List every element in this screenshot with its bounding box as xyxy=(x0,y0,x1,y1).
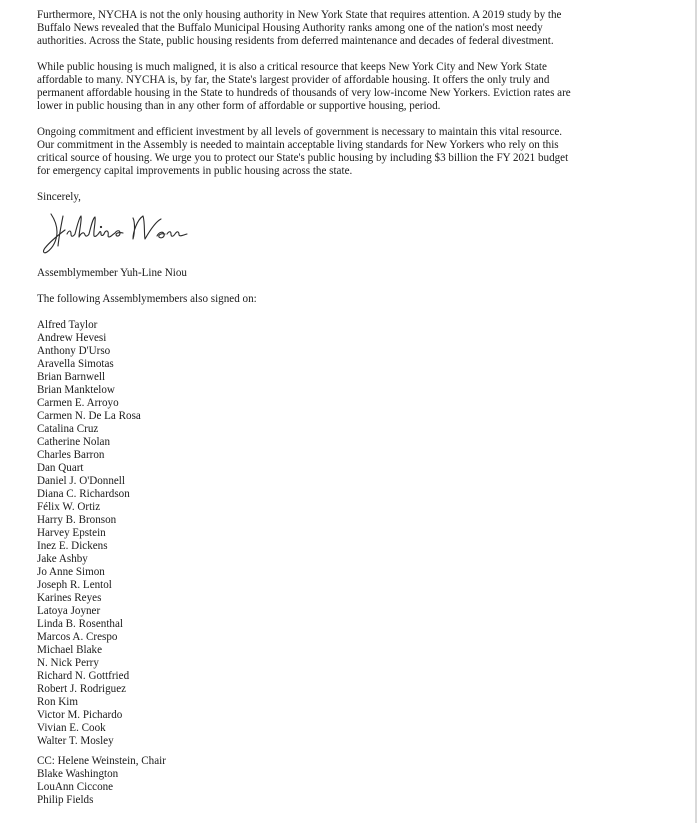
cosigner-name: Catherine Nolan xyxy=(37,436,111,448)
cosigner-name: Brian Manktelow xyxy=(37,384,115,396)
cosigner-name: Marcos A. Crespo xyxy=(37,631,118,643)
cosigner-name: Joseph R. Lentol xyxy=(37,579,112,591)
cosigner-name: Carmen E. Arroyo xyxy=(37,397,119,409)
cosigner-name: Harvey Epstein xyxy=(37,527,106,539)
cc-recipient: Blake Washington xyxy=(37,768,119,780)
letter-body xyxy=(37,9,647,807)
cosigner-name: Félix W. Ortiz xyxy=(37,501,101,513)
cc-list xyxy=(37,755,647,807)
cosigner-name: Andrew Hevesi xyxy=(37,332,107,344)
cosigner-name: Anthony D'Urso xyxy=(37,345,111,357)
cosigner-name: Dan Quart xyxy=(37,462,84,474)
cosigner-name: Harry B. Bronson xyxy=(37,514,117,526)
cc-recipient: CC: Helene Weinstein, Chair xyxy=(37,755,166,767)
cosigner-name: Aravella Simotas xyxy=(37,358,114,370)
cosigner-name: Diana C. Richardson xyxy=(37,488,130,500)
closing-salutation: Sincerely, xyxy=(37,191,81,203)
cosigner-name: Alfred Taylor xyxy=(37,319,98,331)
cosigner-name: Robert J. Rodriguez xyxy=(37,683,127,695)
cosigner-name: Brian Barnwell xyxy=(37,371,106,383)
cosigner-name: Ron Kim xyxy=(37,696,78,708)
cosigner-name: Vivian E. Cook xyxy=(37,722,106,734)
cc-recipient: LouAnn Ciccone xyxy=(37,781,114,793)
signer-name: Assemblymember Yuh-Line Niou xyxy=(37,267,187,279)
cosigner-name: Linda B. Rosenthal xyxy=(37,618,123,630)
cosigner-name: Karines Reyes xyxy=(37,592,102,604)
cosigner-name: Inez E. Dickens xyxy=(37,540,108,552)
cosigner-list xyxy=(37,319,647,748)
cosigner-name: Victor M. Pichardo xyxy=(37,709,123,721)
cosigner-name: N. Nick Perry xyxy=(37,657,99,669)
paragraph-nycha-buffalo: Furthermore, NYCHA is not the only housing authority in New York State that requires attention. A 2019 study by the Buffalo News revealed that the Buffalo Municipal Housing Authority ranks among one of the nation's most needy authorities. Across the State, public housing residents from deferred maintenance and decades of federal divestment. xyxy=(37,9,562,47)
handwritten-signature xyxy=(37,206,227,258)
cosigner-name: Michael Blake xyxy=(37,644,102,656)
cosigners-intro: The following Assemblymembers also signed on: xyxy=(37,293,257,305)
cosigner-name: Charles Barron xyxy=(37,449,105,461)
paragraph-budget-request: Ongoing commitment and efficient investment by all levels of government is necessary to maintain this vital resource. Our commitment in the Assembly is needed to maintain acceptable living standards for New Yorkers who rely on this critical source of housing. We urge you to protect our State's public housing by including $3 billion the FY 2021 budget for emergency capital improvements in public housing across the state. xyxy=(37,126,569,177)
cosigner-name: Walter T. Mosley xyxy=(37,735,114,747)
cosigner-name: Daniel J. O'Donnell xyxy=(37,475,125,487)
cosigner-name: Catalina Cruz xyxy=(37,423,99,435)
cosigner-name: Jake Ashby xyxy=(37,553,88,565)
cosigner-name: Jo Anne Simon xyxy=(37,566,105,578)
cosigner-name: Latoya Joyner xyxy=(37,605,101,617)
cc-recipient: Philip Fields xyxy=(37,794,94,806)
cosigner-name: Carmen N. De La Rosa xyxy=(37,410,141,422)
cosigner-name: Richard N. Gottfried xyxy=(37,670,130,682)
paragraph-public-housing-resource: While public housing is much maligned, it is also a critical resource that keeps New York City and New York State affordable to many. NYCHA is, by far, the State's largest provider of affordable housing. It offers the only truly and permanent affordable housing in the State to hundreds of thousands of very low-income New Yorkers. Eviction rates are lower in public housing than in any other form of affordable or supportive housing, period. xyxy=(37,61,571,112)
